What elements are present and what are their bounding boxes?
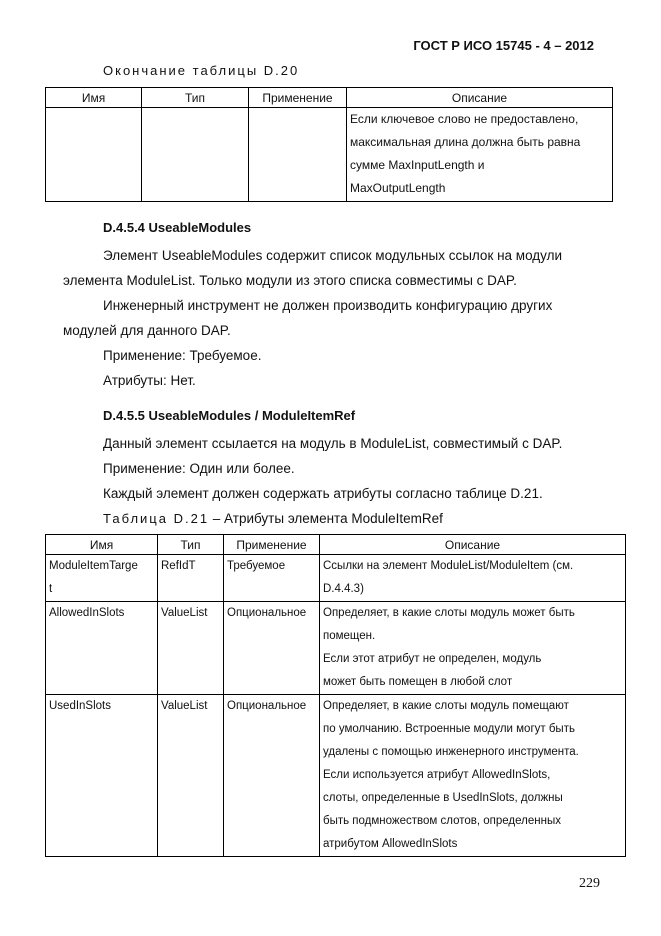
usage-cell [224,555,320,602]
document-header: ГОСТ Р ИСО 15745 - 4 – 2012 [413,38,594,53]
text-line: Если используется атрибут AllowedInSlots, [323,769,551,781]
text-line: RefIdT [161,560,196,572]
column-header: Тип [158,535,224,555]
section-heading: D.4.5.4 UseableModules [103,220,252,235]
paragraph: Данный элемент ссылается на модуль в ModuleList, совместимый с DAP. [103,436,563,451]
table-cell [249,108,347,202]
name-cell [46,555,158,602]
column-header: Имя [46,88,142,108]
table-cell [142,108,249,202]
paragraph: Применение: Один или более. [103,461,295,476]
usage-cell [224,602,320,695]
column-header: Имя [46,535,158,555]
paragraph: Применение: Требуемое. [103,348,262,363]
paragraph: модулей для данного DAP. [63,323,231,338]
table-caption: Окончание таблицы D.20 [103,63,300,78]
text-line: Опциональное [227,700,307,712]
table-row [46,555,626,602]
text-line: t [49,583,53,595]
description-cell [320,602,626,695]
text-line: Определяет, в какие слоты модуль помещают [323,700,569,712]
usage-cell [224,695,320,857]
text-line: Если ключевое слово не предоставлено, [350,112,579,126]
description-cell [320,695,626,857]
column-header: Описание [320,535,626,555]
section-body [63,243,601,393]
type-cell [158,602,224,695]
text-line: удалены с помощью инженерного инструмента. [323,746,579,758]
section-body [103,431,623,531]
table-d21 [45,534,626,857]
table-d20-end [45,87,613,202]
table-cell [46,108,142,202]
type-cell [158,695,224,857]
table-row [46,695,626,857]
text-line: Определяет, в какие слоты модуль может быть [323,607,575,619]
text-line: помещен. [323,630,376,642]
caption-suffix: – Атрибуты элемента ModuleItemRef [209,511,443,526]
text-line: ValueList [161,700,208,712]
text-line: по умолчанию. Встроенные модули могут быть [323,723,575,735]
text-line: Опциональное [227,607,307,619]
text-line: MaxOutputLength [350,181,446,195]
page-number: 229 [579,876,600,891]
paragraph: Элемент UseableModules содержит список модульных ссылок на модули [103,248,563,263]
text-line: ModuleItemTarge [49,560,138,572]
text-line: Требуемое [227,560,286,572]
text-line: может быть помещен в любой слот [323,676,513,688]
description-cell [320,555,626,602]
section-heading: D.4.5.5 UseableModules / ModuleItemRef [103,408,356,423]
column-header: Описание [347,88,613,108]
paragraph: Атрибуты: Нет. [103,373,196,388]
paragraph: элемента ModuleList. Только модули из этого списка совместимы с DAP. [63,273,517,288]
table-row [46,602,626,695]
table-caption [103,506,623,531]
text-line: Ссылки на элемент ModuleList/ModuleItem (см. [323,560,574,572]
name-cell [46,695,158,857]
text-line: быть подмножеством слотов, определенных [323,815,561,827]
text-line: максимальная длина должна быть равна [350,135,581,149]
column-header: Применение [249,88,347,108]
column-header: Применение [224,535,320,555]
text-line: UsedInSlots [49,700,112,712]
text-line: AllowedInSlots [49,607,125,619]
name-cell [46,602,158,695]
column-header: Тип [142,88,249,108]
text-line: ValueList [161,607,208,619]
text-line: D.4.4.3) [323,583,364,595]
text-line: Если этот атрибут не определен, модуль [323,653,542,665]
description-cell [347,108,613,202]
caption-prefix: Таблица D.21 [103,511,210,526]
text-line: атрибутом AllowedInSlots [323,838,458,850]
paragraph: Инженерный инструмент не должен производить конфигурацию других [103,298,553,313]
text-line: слоты, определенные в UsedInSlots, должны [323,792,563,804]
text-line: сумме MaxInputLength и [350,158,485,172]
type-cell [158,555,224,602]
paragraph: Каждый элемент должен содержать атрибуты согласно таблице D.21. [103,486,543,501]
